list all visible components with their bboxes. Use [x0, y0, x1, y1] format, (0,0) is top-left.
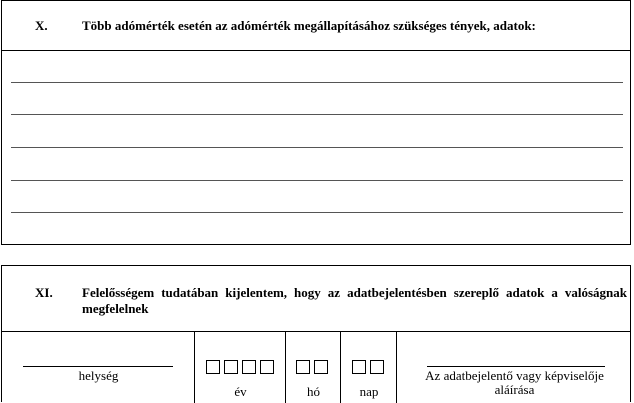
signature-cell — [397, 332, 632, 403]
section-xi-header — [2, 266, 630, 332]
year-digit-box[interactable] — [224, 360, 238, 374]
section-x-title: Több adómérték esetén az adómérték megállapításához szükséges tények, adatok: — [82, 18, 536, 33]
year-digit-box[interactable] — [206, 360, 220, 374]
answer-line-3[interactable] — [11, 147, 623, 148]
year-digit-box[interactable] — [260, 360, 274, 374]
month-cell — [286, 332, 341, 403]
section-xi-statement: Felelősségem tudatában kijelentem, hogy az adatbejelentésben szereplő adatok a valóságnak megfelelnek — [82, 285, 627, 316]
day-boxes — [352, 360, 384, 374]
answer-line-5[interactable] — [11, 212, 623, 213]
section-x — [1, 0, 631, 245]
month-digit-box[interactable] — [314, 360, 328, 374]
section-x-number: X. — [35, 18, 48, 33]
day-digit-box[interactable] — [370, 360, 384, 374]
year-label: év — [234, 384, 247, 399]
signature-field[interactable] — [427, 366, 605, 367]
answer-line-4[interactable] — [11, 180, 623, 181]
month-label: hó — [307, 384, 320, 399]
section-xi-number: XI. — [35, 285, 53, 300]
answer-line-1[interactable] — [11, 82, 623, 83]
answer-line-2[interactable] — [11, 114, 623, 115]
place-cell — [2, 332, 195, 403]
month-digit-box[interactable] — [296, 360, 310, 374]
year-digit-box[interactable] — [242, 360, 256, 374]
month-boxes — [296, 360, 328, 374]
place-label: helység — [78, 368, 119, 383]
place-field[interactable] — [23, 366, 173, 367]
day-label: nap — [359, 384, 379, 399]
signature-label-line1: Az adatbejelentő vagy képviselője — [425, 368, 604, 383]
signature-label-line2: aláírása — [494, 382, 535, 397]
day-digit-box[interactable] — [352, 360, 366, 374]
section-xi — [1, 265, 631, 402]
section-x-header — [2, 1, 630, 51]
year-cell — [195, 332, 286, 403]
year-boxes — [206, 360, 274, 374]
day-cell — [341, 332, 397, 403]
